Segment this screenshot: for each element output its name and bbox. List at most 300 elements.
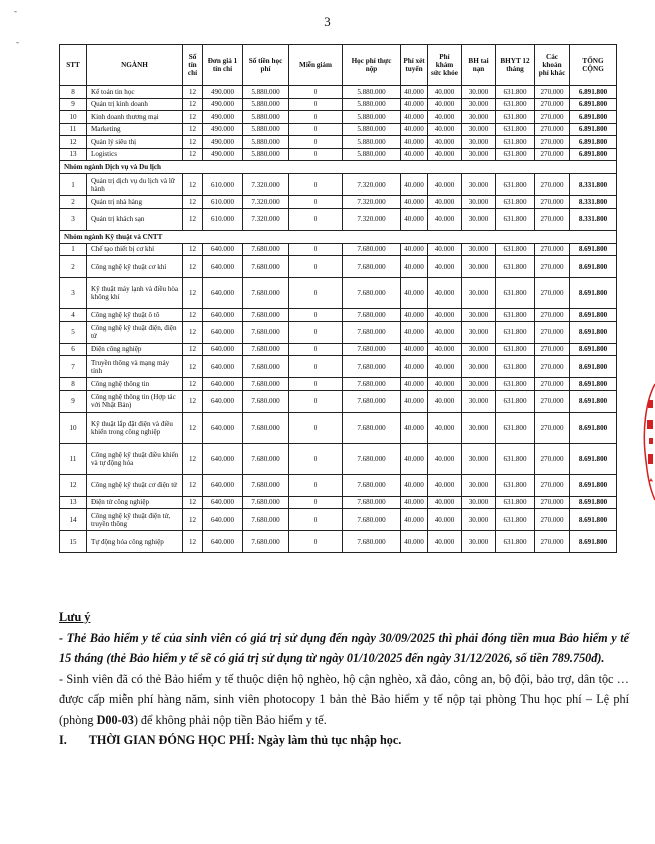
table-row bbox=[60, 111, 617, 124]
note-text-after: ) để không phải nộp tiền Bảo hiểm y tế. bbox=[133, 712, 327, 727]
paid-tuition-cell: 5.880.000 bbox=[343, 123, 401, 136]
red-stamp-edge bbox=[639, 382, 655, 502]
other-fees-cell: 270.000 bbox=[535, 378, 570, 391]
accident-insurance-cell: 30.000 bbox=[462, 123, 496, 136]
discount-cell: 0 bbox=[289, 343, 343, 356]
other-fees-cell: 270.000 bbox=[535, 174, 570, 196]
other-fees-cell: 270.000 bbox=[535, 443, 570, 474]
table-row bbox=[60, 343, 617, 356]
table-row bbox=[60, 278, 617, 309]
admission-fee-cell: 40.000 bbox=[401, 309, 428, 322]
paid-tuition-cell: 7.320.000 bbox=[343, 174, 401, 196]
admission-fee-cell: 40.000 bbox=[401, 86, 428, 99]
table-row bbox=[60, 174, 617, 196]
other-fees-cell: 270.000 bbox=[535, 98, 570, 111]
accident-insurance-cell: 30.000 bbox=[462, 474, 496, 496]
health-check-cell: 40.000 bbox=[428, 148, 462, 161]
admission-fee-cell: 40.000 bbox=[401, 148, 428, 161]
unit-price-cell: 610.000 bbox=[203, 174, 243, 196]
health-insurance-cell: 631.800 bbox=[496, 309, 535, 322]
paid-tuition-cell: 7.320.000 bbox=[343, 196, 401, 209]
stt-cell: 3 bbox=[60, 208, 87, 230]
health-insurance-cell: 631.800 bbox=[496, 208, 535, 230]
credits-cell: 12 bbox=[183, 343, 203, 356]
payment-time-heading bbox=[59, 730, 629, 751]
credits-cell: 12 bbox=[183, 531, 203, 553]
other-fees-cell: 270.000 bbox=[535, 208, 570, 230]
credits-cell: 12 bbox=[183, 321, 203, 343]
other-fees-cell: 270.000 bbox=[535, 412, 570, 443]
discount-cell: 0 bbox=[289, 98, 343, 111]
major-name: Kế toán tin học bbox=[87, 86, 183, 99]
admission-fee-cell: 40.000 bbox=[401, 256, 428, 278]
header-mark-left: - bbox=[16, 37, 19, 47]
accident-insurance-cell: 30.000 bbox=[462, 136, 496, 149]
major-name: Công nghệ kỹ thuật điện, điện tử bbox=[87, 321, 183, 343]
stt-cell: 12 bbox=[60, 136, 87, 149]
major-name: Công nghệ thông tin (Hợp tác với Nhật Bản) bbox=[87, 390, 183, 412]
admission-fee-cell: 40.000 bbox=[401, 98, 428, 111]
discount-cell: 0 bbox=[289, 496, 343, 509]
stt-cell: 12 bbox=[60, 474, 87, 496]
total-cell: 8.691.800 bbox=[570, 321, 617, 343]
health-insurance-cell: 631.800 bbox=[496, 496, 535, 509]
other-fees-cell: 270.000 bbox=[535, 356, 570, 378]
total-cell: 6.891.800 bbox=[570, 123, 617, 136]
accident-insurance-cell: 30.000 bbox=[462, 321, 496, 343]
accident-insurance-cell: 30.000 bbox=[462, 412, 496, 443]
admission-fee-cell: 40.000 bbox=[401, 390, 428, 412]
paid-tuition-cell: 5.880.000 bbox=[343, 86, 401, 99]
discount-cell: 0 bbox=[289, 243, 343, 256]
table-row bbox=[60, 531, 617, 553]
table-row bbox=[60, 321, 617, 343]
table-row bbox=[60, 256, 617, 278]
credits-cell: 12 bbox=[183, 196, 203, 209]
other-fees-cell: 270.000 bbox=[535, 531, 570, 553]
stt-cell: 8 bbox=[60, 86, 87, 99]
table-row bbox=[60, 196, 617, 209]
total-cell: 8.331.800 bbox=[570, 196, 617, 209]
health-insurance-cell: 631.800 bbox=[496, 356, 535, 378]
admission-fee-cell: 40.000 bbox=[401, 474, 428, 496]
other-fees-cell: 270.000 bbox=[535, 390, 570, 412]
discount-cell: 0 bbox=[289, 474, 343, 496]
health-check-cell: 40.000 bbox=[428, 174, 462, 196]
health-check-cell: 40.000 bbox=[428, 243, 462, 256]
paid-tuition-cell: 5.880.000 bbox=[343, 148, 401, 161]
major-name: Truyền thông và mạng máy tính bbox=[87, 356, 183, 378]
discount-cell: 0 bbox=[289, 378, 343, 391]
admission-fee-cell: 40.000 bbox=[401, 174, 428, 196]
discount-cell: 0 bbox=[289, 278, 343, 309]
other-fees-cell: 270.000 bbox=[535, 256, 570, 278]
health-check-cell: 40.000 bbox=[428, 356, 462, 378]
unit-price-cell: 640.000 bbox=[203, 412, 243, 443]
unit-price-cell: 610.000 bbox=[203, 196, 243, 209]
group-title: Nhóm ngành Dịch vụ và Du lịch bbox=[60, 161, 617, 174]
credits-cell: 12 bbox=[183, 378, 203, 391]
paid-tuition-cell: 7.680.000 bbox=[343, 321, 401, 343]
health-check-cell: 40.000 bbox=[428, 509, 462, 531]
stt-cell: 7 bbox=[60, 356, 87, 378]
credits-cell: 12 bbox=[183, 356, 203, 378]
col-total: TỔNG CỘNG bbox=[570, 45, 617, 86]
paid-tuition-cell: 5.880.000 bbox=[343, 136, 401, 149]
accident-insurance-cell: 30.000 bbox=[462, 278, 496, 309]
discount-cell: 0 bbox=[289, 208, 343, 230]
health-check-cell: 40.000 bbox=[428, 309, 462, 322]
table-row bbox=[60, 136, 617, 149]
credits-cell: 12 bbox=[183, 243, 203, 256]
table-row bbox=[60, 148, 617, 161]
tuition-cell: 5.880.000 bbox=[243, 86, 289, 99]
health-check-cell: 40.000 bbox=[428, 256, 462, 278]
table-row bbox=[60, 123, 617, 136]
credits-cell: 12 bbox=[183, 278, 203, 309]
total-cell: 6.891.800 bbox=[570, 86, 617, 99]
accident-insurance-cell: 30.000 bbox=[462, 378, 496, 391]
health-check-cell: 40.000 bbox=[428, 443, 462, 474]
total-cell: 8.691.800 bbox=[570, 378, 617, 391]
table-row bbox=[60, 356, 617, 378]
admission-fee-cell: 40.000 bbox=[401, 443, 428, 474]
health-insurance-cell: 631.800 bbox=[496, 474, 535, 496]
discount-cell: 0 bbox=[289, 443, 343, 474]
tuition-cell: 7.680.000 bbox=[243, 412, 289, 443]
admission-fee-cell: 40.000 bbox=[401, 136, 428, 149]
other-fees-cell: 270.000 bbox=[535, 243, 570, 256]
accident-insurance-cell: 30.000 bbox=[462, 174, 496, 196]
admission-fee-cell: 40.000 bbox=[401, 111, 428, 124]
unit-price-cell: 640.000 bbox=[203, 243, 243, 256]
total-cell: 8.691.800 bbox=[570, 496, 617, 509]
total-cell: 8.691.800 bbox=[570, 531, 617, 553]
health-insurance-cell: 631.800 bbox=[496, 531, 535, 553]
total-cell: 8.691.800 bbox=[570, 256, 617, 278]
major-name: Công nghệ kỹ thuật cơ khí bbox=[87, 256, 183, 278]
paid-tuition-cell: 7.680.000 bbox=[343, 256, 401, 278]
paid-tuition-cell: 7.680.000 bbox=[343, 443, 401, 474]
unit-price-cell: 640.000 bbox=[203, 531, 243, 553]
table-row bbox=[60, 443, 617, 474]
discount-cell: 0 bbox=[289, 86, 343, 99]
other-fees-cell: 270.000 bbox=[535, 278, 570, 309]
table-row bbox=[60, 390, 617, 412]
stt-cell: 6 bbox=[60, 343, 87, 356]
total-cell: 8.691.800 bbox=[570, 243, 617, 256]
paid-tuition-cell: 7.680.000 bbox=[343, 474, 401, 496]
major-name: Quản trị khách sạn bbox=[87, 208, 183, 230]
total-cell: 8.331.800 bbox=[570, 208, 617, 230]
stt-cell: 9 bbox=[60, 390, 87, 412]
admission-fee-cell: 40.000 bbox=[401, 412, 428, 443]
tuition-cell: 7.680.000 bbox=[243, 496, 289, 509]
credits-cell: 12 bbox=[183, 111, 203, 124]
stt-cell: 4 bbox=[60, 309, 87, 322]
health-insurance-cell: 631.800 bbox=[496, 86, 535, 99]
health-insurance-cell: 631.800 bbox=[496, 174, 535, 196]
stt-cell: 13 bbox=[60, 148, 87, 161]
accident-insurance-cell: 30.000 bbox=[462, 496, 496, 509]
health-check-cell: 40.000 bbox=[428, 86, 462, 99]
tuition-cell: 7.680.000 bbox=[243, 474, 289, 496]
total-cell: 8.691.800 bbox=[570, 412, 617, 443]
health-insurance-cell: 631.800 bbox=[496, 390, 535, 412]
table-row bbox=[60, 243, 617, 256]
health-insurance-cell: 631.800 bbox=[496, 111, 535, 124]
total-cell: 8.691.800 bbox=[570, 390, 617, 412]
accident-insurance-cell: 30.000 bbox=[462, 196, 496, 209]
accident-insurance-cell: 30.000 bbox=[462, 531, 496, 553]
admission-fee-cell: 40.000 bbox=[401, 343, 428, 356]
tuition-cell: 7.680.000 bbox=[243, 343, 289, 356]
major-name: Điện công nghiệp bbox=[87, 343, 183, 356]
discount-cell: 0 bbox=[289, 174, 343, 196]
health-check-cell: 40.000 bbox=[428, 390, 462, 412]
health-insurance-cell: 631.800 bbox=[496, 278, 535, 309]
unit-price-cell: 640.000 bbox=[203, 321, 243, 343]
unit-price-cell: 490.000 bbox=[203, 86, 243, 99]
table-row bbox=[60, 208, 617, 230]
unit-price-cell: 640.000 bbox=[203, 309, 243, 322]
paid-tuition-cell: 5.880.000 bbox=[343, 98, 401, 111]
health-check-cell: 40.000 bbox=[428, 321, 462, 343]
health-check-cell: 40.000 bbox=[428, 412, 462, 443]
accident-insurance-cell: 30.000 bbox=[462, 343, 496, 356]
accident-insurance-cell: 30.000 bbox=[462, 356, 496, 378]
total-cell: 8.691.800 bbox=[570, 474, 617, 496]
section-number: I. bbox=[59, 733, 67, 747]
other-fees-cell: 270.000 bbox=[535, 343, 570, 356]
accident-insurance-cell: 30.000 bbox=[462, 208, 496, 230]
table-row bbox=[60, 309, 617, 322]
tuition-cell: 7.680.000 bbox=[243, 278, 289, 309]
stt-cell: 1 bbox=[60, 243, 87, 256]
tuition-cell: 7.680.000 bbox=[243, 321, 289, 343]
credits-cell: 12 bbox=[183, 136, 203, 149]
table-row bbox=[60, 474, 617, 496]
health-insurance-cell: 631.800 bbox=[496, 343, 535, 356]
admission-fee-cell: 40.000 bbox=[401, 123, 428, 136]
col-major: NGÀNH bbox=[87, 45, 183, 86]
admission-fee-cell: 40.000 bbox=[401, 243, 428, 256]
unit-price-cell: 490.000 bbox=[203, 148, 243, 161]
other-fees-cell: 270.000 bbox=[535, 123, 570, 136]
health-check-cell: 40.000 bbox=[428, 496, 462, 509]
total-cell: 6.891.800 bbox=[570, 148, 617, 161]
table-row bbox=[60, 509, 617, 531]
stt-cell: 11 bbox=[60, 443, 87, 474]
tuition-cell: 7.680.000 bbox=[243, 509, 289, 531]
other-fees-cell: 270.000 bbox=[535, 309, 570, 322]
total-cell: 8.691.800 bbox=[570, 343, 617, 356]
other-fees-cell: 270.000 bbox=[535, 136, 570, 149]
stt-cell: 3 bbox=[60, 278, 87, 309]
tuition-cell: 5.880.000 bbox=[243, 98, 289, 111]
tuition-cell: 7.320.000 bbox=[243, 208, 289, 230]
health-insurance-cell: 631.800 bbox=[496, 378, 535, 391]
major-name: Quản trị kinh doanh bbox=[87, 98, 183, 111]
section-value: Ngày làm thủ tục nhập học. bbox=[257, 733, 402, 747]
col-credits: Số tín chỉ bbox=[183, 45, 203, 86]
health-insurance-cell: 631.800 bbox=[496, 256, 535, 278]
stt-cell: 8 bbox=[60, 378, 87, 391]
col-accident-insurance: BH tai nạn bbox=[462, 45, 496, 86]
health-check-cell: 40.000 bbox=[428, 208, 462, 230]
discount-cell: 0 bbox=[289, 256, 343, 278]
stt-cell: 2 bbox=[60, 196, 87, 209]
tuition-cell: 7.680.000 bbox=[243, 531, 289, 553]
table-body bbox=[60, 86, 617, 553]
table-row bbox=[60, 86, 617, 99]
table-header-row bbox=[60, 45, 617, 86]
unit-price-cell: 640.000 bbox=[203, 278, 243, 309]
health-check-cell: 40.000 bbox=[428, 278, 462, 309]
health-check-cell: 40.000 bbox=[428, 474, 462, 496]
col-health-insurance: BHYT 12 tháng bbox=[496, 45, 535, 86]
credits-cell: 12 bbox=[183, 496, 203, 509]
total-cell: 8.691.800 bbox=[570, 278, 617, 309]
accident-insurance-cell: 30.000 bbox=[462, 148, 496, 161]
unit-price-cell: 610.000 bbox=[203, 208, 243, 230]
health-check-cell: 40.000 bbox=[428, 136, 462, 149]
major-name: Kỹ thuật lắp đặt điện và điều khiển trong công nghiệp bbox=[87, 412, 183, 443]
section-label: THỜI GIAN ĐÓNG HỌC PHÍ: bbox=[88, 733, 255, 747]
col-health-check: Phí khám sức khỏe bbox=[428, 45, 462, 86]
admission-fee-cell: 40.000 bbox=[401, 278, 428, 309]
stt-cell: 15 bbox=[60, 531, 87, 553]
credits-cell: 12 bbox=[183, 208, 203, 230]
unit-price-cell: 640.000 bbox=[203, 443, 243, 474]
discount-cell: 0 bbox=[289, 148, 343, 161]
unit-price-cell: 640.000 bbox=[203, 474, 243, 496]
unit-price-cell: 490.000 bbox=[203, 98, 243, 111]
total-cell: 8.691.800 bbox=[570, 509, 617, 531]
admission-fee-cell: 40.000 bbox=[401, 196, 428, 209]
accident-insurance-cell: 30.000 bbox=[462, 390, 496, 412]
table-row bbox=[60, 496, 617, 509]
other-fees-cell: 270.000 bbox=[535, 86, 570, 99]
tuition-cell: 5.880.000 bbox=[243, 136, 289, 149]
unit-price-cell: 640.000 bbox=[203, 390, 243, 412]
paid-tuition-cell: 7.680.000 bbox=[343, 356, 401, 378]
table-row bbox=[60, 98, 617, 111]
accident-insurance-cell: 30.000 bbox=[462, 443, 496, 474]
credits-cell: 12 bbox=[183, 443, 203, 474]
table-row bbox=[60, 412, 617, 443]
credits-cell: 12 bbox=[183, 309, 203, 322]
tuition-cell: 7.680.000 bbox=[243, 243, 289, 256]
unit-price-cell: 640.000 bbox=[203, 356, 243, 378]
health-insurance-cell: 631.800 bbox=[496, 196, 535, 209]
tuition-cell: 5.880.000 bbox=[243, 123, 289, 136]
health-insurance-cell: 631.800 bbox=[496, 136, 535, 149]
other-fees-cell: 270.000 bbox=[535, 148, 570, 161]
discount-cell: 0 bbox=[289, 111, 343, 124]
col-other-fees: Các khoản phí khác bbox=[535, 45, 570, 86]
tuition-cell: 7.680.000 bbox=[243, 256, 289, 278]
col-stt: STT bbox=[60, 45, 87, 86]
accident-insurance-cell: 30.000 bbox=[462, 256, 496, 278]
note-insurance-15-months: - Thẻ Bảo hiểm y tế của sinh viên có giá trị sử dụng đến ngày 30/09/2025 thì phải đóng tiền mua Bảo hiểm y tế 15 tháng (thẻ Bảo hiểm y tế sẽ có giá trị sử dụng từ ngày 01/10/2025 đến ngày 31/12/2026, số tiền 789.750đ). bbox=[59, 630, 629, 665]
paid-tuition-cell: 7.680.000 bbox=[343, 531, 401, 553]
stt-cell: 9 bbox=[60, 98, 87, 111]
paid-tuition-cell: 7.680.000 bbox=[343, 243, 401, 256]
credits-cell: 12 bbox=[183, 98, 203, 111]
total-cell: 6.891.800 bbox=[570, 98, 617, 111]
health-check-cell: 40.000 bbox=[428, 111, 462, 124]
discount-cell: 0 bbox=[289, 531, 343, 553]
credits-cell: 12 bbox=[183, 123, 203, 136]
discount-cell: 0 bbox=[289, 196, 343, 209]
tuition-cell: 7.680.000 bbox=[243, 390, 289, 412]
discount-cell: 0 bbox=[289, 412, 343, 443]
paid-tuition-cell: 5.880.000 bbox=[343, 111, 401, 124]
credits-cell: 12 bbox=[183, 256, 203, 278]
page-number: 3 bbox=[324, 14, 331, 29]
tuition-cell: 7.680.000 bbox=[243, 309, 289, 322]
health-insurance-cell: 631.800 bbox=[496, 123, 535, 136]
note-insurance-exemption bbox=[59, 669, 629, 731]
major-name: Điện tử công nghiệp bbox=[87, 496, 183, 509]
credits-cell: 12 bbox=[183, 509, 203, 531]
major-name: Công nghệ kỹ thuật cơ điện tử bbox=[87, 474, 183, 496]
admission-fee-cell: 40.000 bbox=[401, 509, 428, 531]
accident-insurance-cell: 30.000 bbox=[462, 86, 496, 99]
unit-price-cell: 640.000 bbox=[203, 496, 243, 509]
discount-cell: 0 bbox=[289, 309, 343, 322]
tuition-cell: 7.320.000 bbox=[243, 196, 289, 209]
group-title: Nhóm ngành Kỹ thuật và CNTT bbox=[60, 230, 617, 243]
col-admission-fee: Phí xét tuyển bbox=[401, 45, 428, 86]
credits-cell: 12 bbox=[183, 390, 203, 412]
tuition-fee-table bbox=[59, 44, 617, 553]
stt-cell: 11 bbox=[60, 123, 87, 136]
note-room-code: D00-03 bbox=[96, 712, 134, 727]
unit-price-cell: 490.000 bbox=[203, 136, 243, 149]
col-tuition: Số tiền học phí bbox=[243, 45, 289, 86]
health-insurance-cell: 631.800 bbox=[496, 243, 535, 256]
discount-cell: 0 bbox=[289, 136, 343, 149]
major-name: Kinh doanh thương mại bbox=[87, 111, 183, 124]
other-fees-cell: 270.000 bbox=[535, 196, 570, 209]
total-cell: 6.891.800 bbox=[570, 136, 617, 149]
health-insurance-cell: 631.800 bbox=[496, 509, 535, 531]
admission-fee-cell: 40.000 bbox=[401, 208, 428, 230]
accident-insurance-cell: 30.000 bbox=[462, 98, 496, 111]
col-discount: Miễn giảm bbox=[289, 45, 343, 86]
paid-tuition-cell: 7.680.000 bbox=[343, 509, 401, 531]
health-insurance-cell: 631.800 bbox=[496, 98, 535, 111]
table-row bbox=[60, 378, 617, 391]
health-check-cell: 40.000 bbox=[428, 98, 462, 111]
health-insurance-cell: 631.800 bbox=[496, 443, 535, 474]
stt-cell: 10 bbox=[60, 412, 87, 443]
unit-price-cell: 490.000 bbox=[203, 123, 243, 136]
tuition-cell: 5.880.000 bbox=[243, 111, 289, 124]
stt-cell: 13 bbox=[60, 496, 87, 509]
discount-cell: 0 bbox=[289, 390, 343, 412]
health-check-cell: 40.000 bbox=[428, 123, 462, 136]
total-cell: 8.691.800 bbox=[570, 309, 617, 322]
accident-insurance-cell: 30.000 bbox=[462, 309, 496, 322]
total-cell: 8.691.800 bbox=[570, 443, 617, 474]
unit-price-cell: 640.000 bbox=[203, 256, 243, 278]
paid-tuition-cell: 7.320.000 bbox=[343, 208, 401, 230]
total-cell: 8.331.800 bbox=[570, 174, 617, 196]
credits-cell: 12 bbox=[183, 474, 203, 496]
